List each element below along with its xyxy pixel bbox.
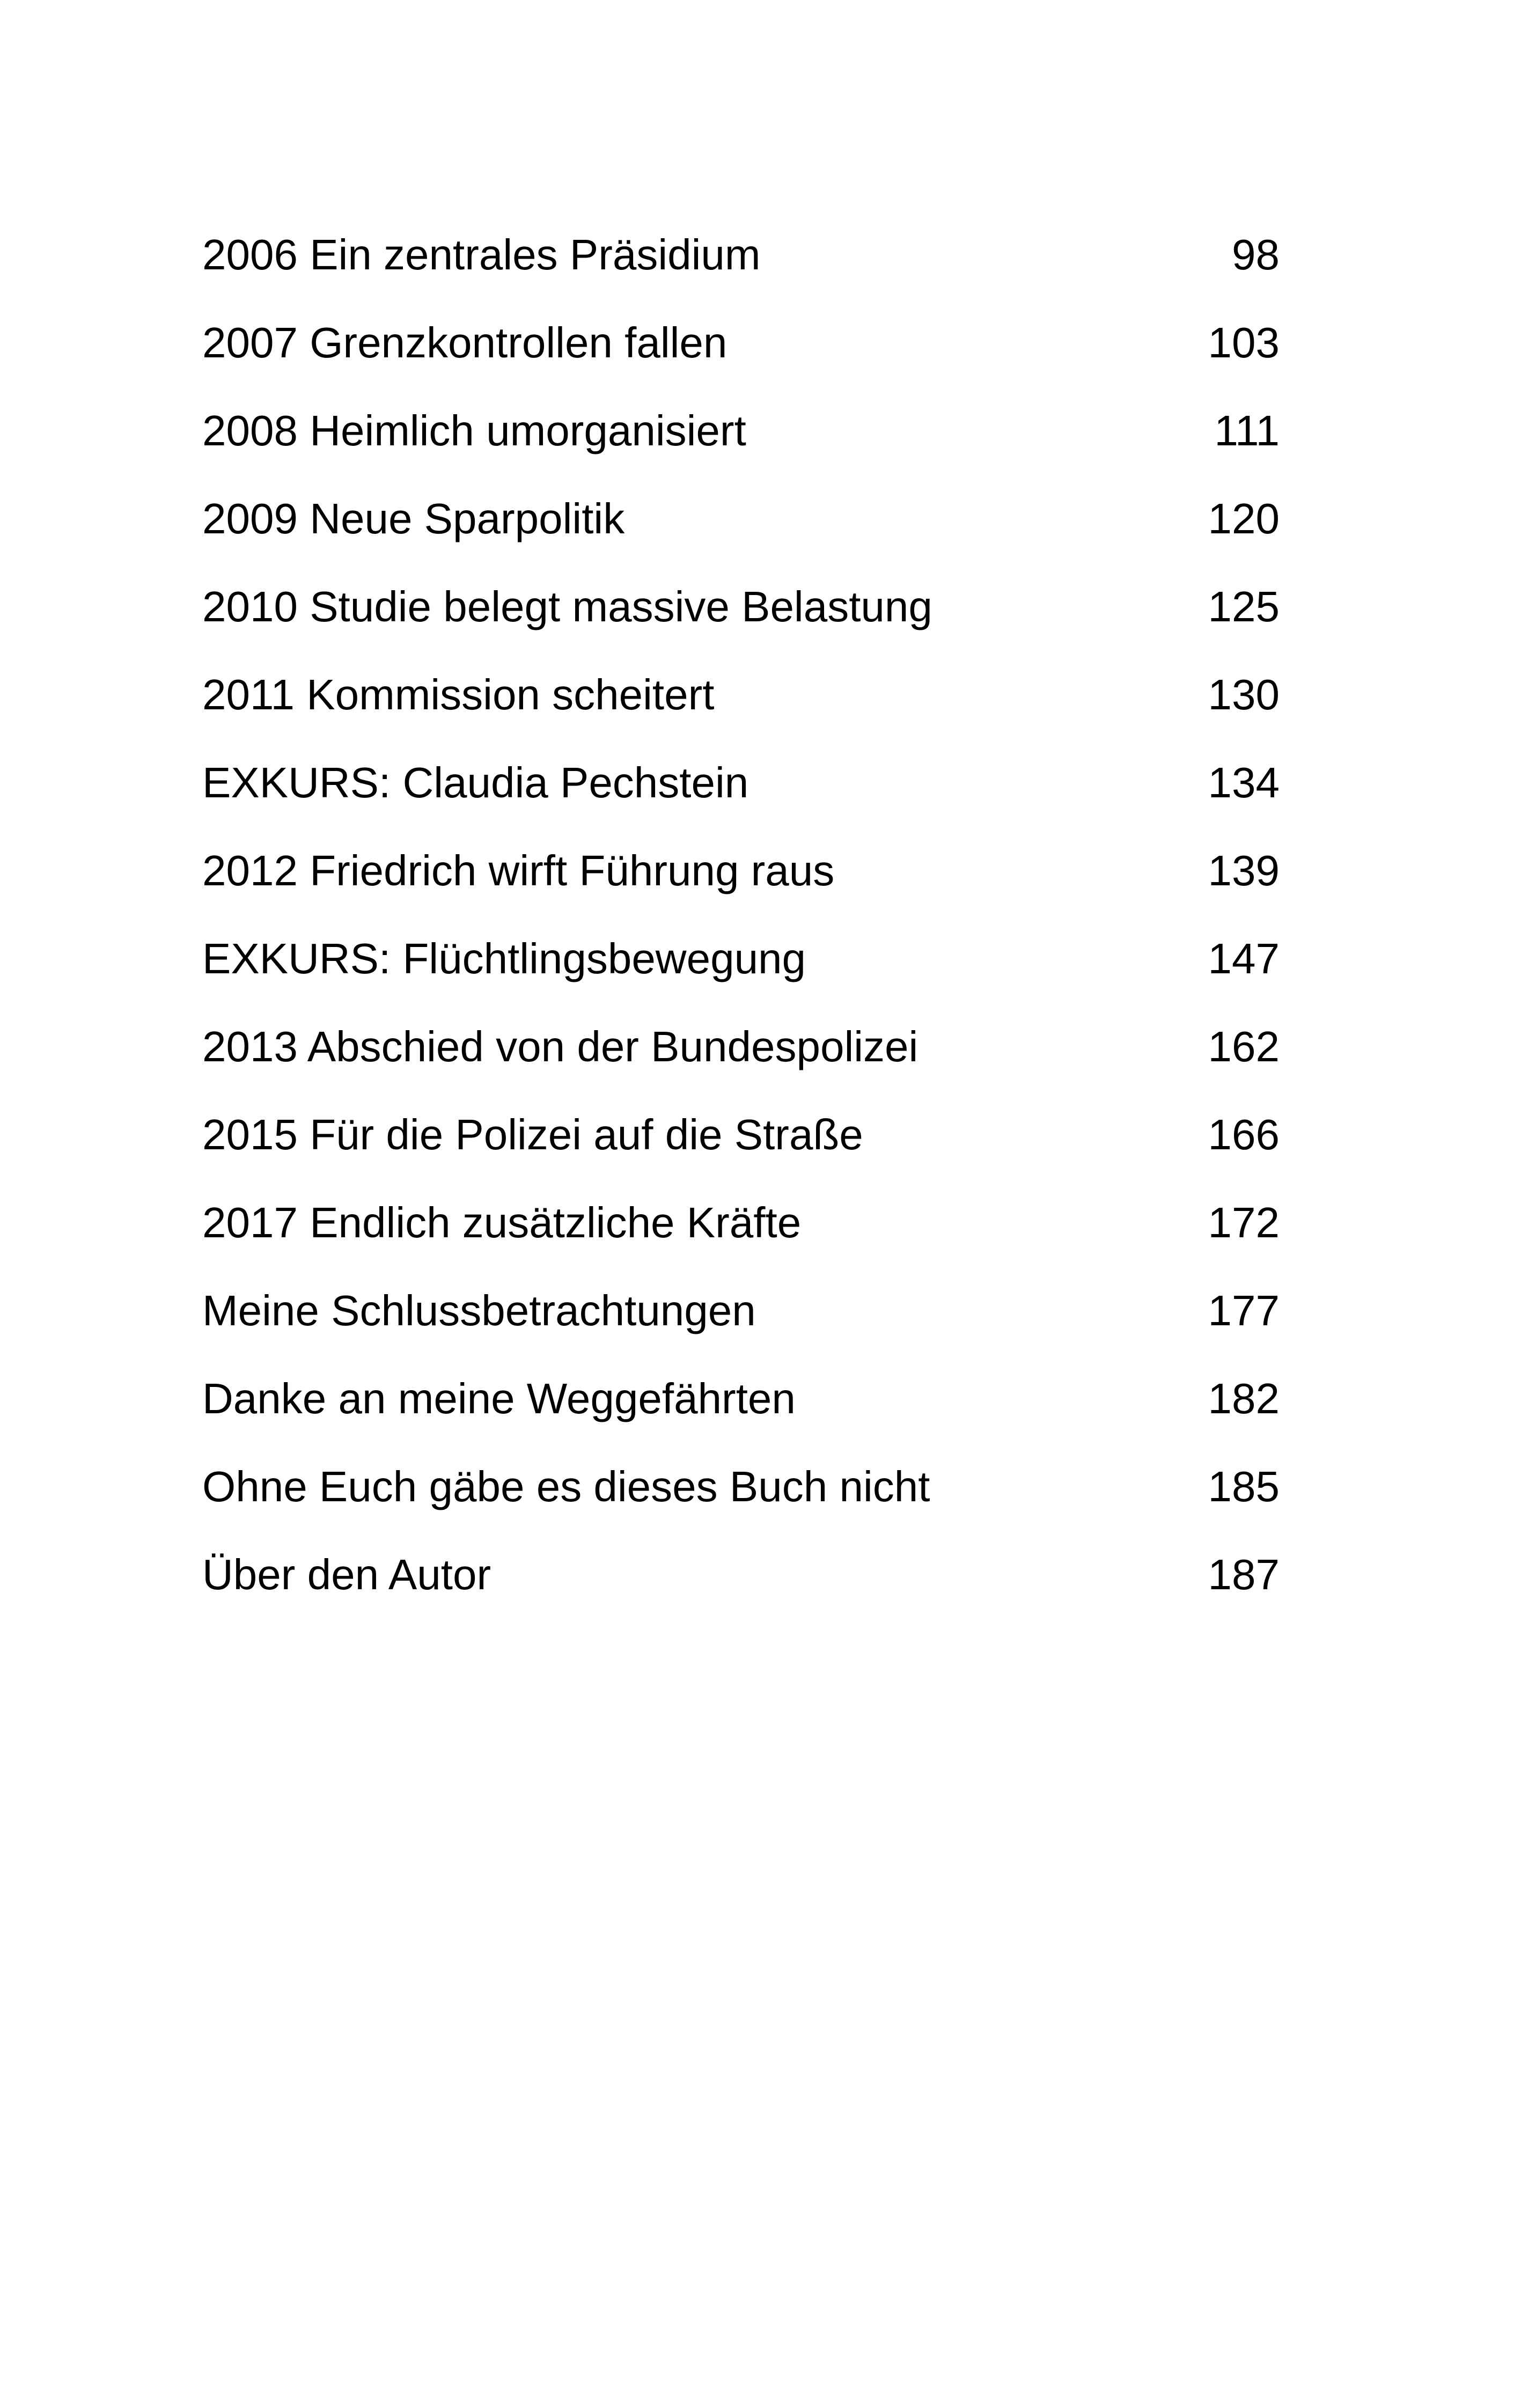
toc-entry-page: 182 (1208, 1375, 1280, 1422)
toc-entry-title: 2006 Ein zentrales Präsidium (202, 231, 761, 278)
toc-entry (202, 1267, 1280, 1355)
toc-entry (202, 1355, 1280, 1443)
toc-entry-title: 2010 Studie belegt massive Belastung (202, 583, 932, 630)
toc-entry-page: 111 (1214, 407, 1280, 454)
toc-entry-title: 2009 Neue Sparpolitik (202, 495, 625, 542)
toc-entry (202, 651, 1280, 739)
toc-entry-page: 187 (1208, 1551, 1280, 1598)
toc-entry-title: 2011 Kommission scheitert (202, 671, 715, 718)
toc-entry-title: 2015 Für die Polizei auf die Straße (202, 1111, 863, 1158)
toc-entry-page: 130 (1208, 671, 1280, 718)
toc-entry (202, 387, 1280, 475)
toc-entry-page: 139 (1208, 847, 1280, 894)
toc-entry (202, 563, 1280, 651)
toc-entry-title: Danke an meine Weggefährten (202, 1375, 796, 1422)
toc-entry (202, 475, 1280, 563)
toc-entry-title: EXKURS: Claudia Pechstein (202, 759, 749, 806)
toc-entry (202, 1531, 1280, 1619)
toc-entry-title: Meine Schlussbetrachtungen (202, 1287, 756, 1334)
toc-entry-page: 177 (1208, 1287, 1280, 1334)
toc-entry-title: 2013 Abschied von der Bundespolizei (202, 1023, 919, 1070)
toc-entry-page: 166 (1208, 1111, 1280, 1158)
toc-entry (202, 739, 1280, 827)
toc-entry (202, 915, 1280, 1003)
toc-entry-page: 147 (1208, 935, 1280, 982)
toc-entry-page: 162 (1208, 1023, 1280, 1070)
toc-entry-title: Über den Autor (202, 1551, 491, 1598)
toc-entry-title: 2012 Friedrich wirft Führung raus (202, 847, 835, 894)
toc-entry (202, 827, 1280, 915)
toc-entry (202, 1179, 1280, 1267)
toc-entry-page: 98 (1232, 231, 1280, 278)
toc-entry-page: 120 (1208, 495, 1280, 542)
toc-entry (202, 1443, 1280, 1531)
toc-entry (202, 1091, 1280, 1179)
toc-entry-page: 134 (1208, 759, 1280, 806)
toc-entry-page: 103 (1208, 319, 1280, 366)
toc-entry-title: 2017 Endlich zusätzliche Kräfte (202, 1199, 802, 1246)
toc-entry-page: 172 (1208, 1199, 1280, 1246)
toc-entry (202, 211, 1280, 299)
toc-entry-page: 185 (1208, 1463, 1280, 1510)
toc-entry-page: 125 (1208, 583, 1280, 630)
toc-entry-title: 2008 Heimlich umorganisiert (202, 407, 746, 454)
toc-entry-title: Ohne Euch gäbe es dieses Buch nicht (202, 1463, 930, 1510)
table-of-contents (202, 211, 1280, 1619)
toc-entry-title: EXKURS: Flüchtlingsbewegung (202, 935, 806, 982)
toc-entry (202, 1003, 1280, 1091)
toc-entry (202, 299, 1280, 387)
toc-entry-title: 2007 Grenzkontrollen fallen (202, 319, 728, 366)
